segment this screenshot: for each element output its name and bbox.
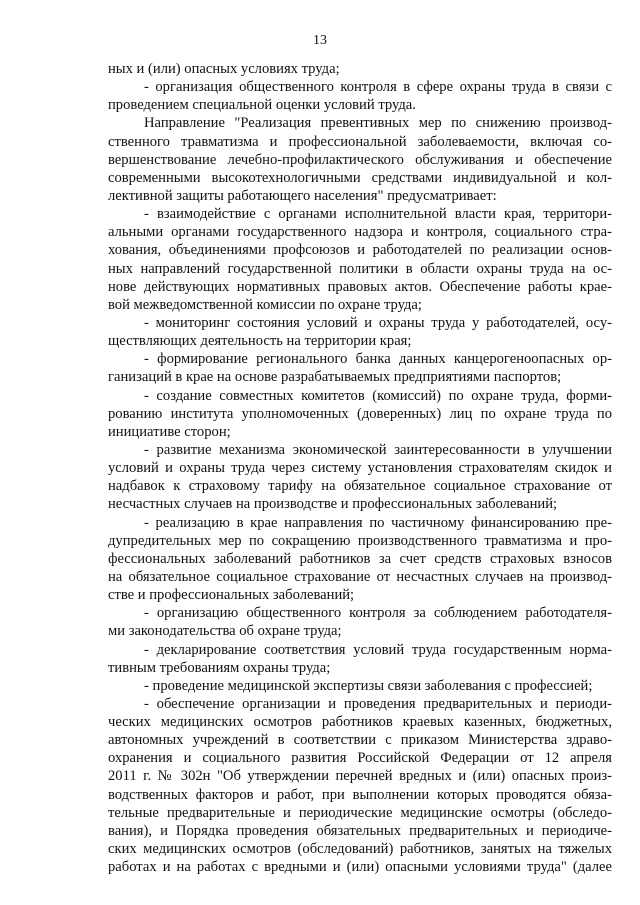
text-line: 2011 г. № 302н "Об утверждении перечней вредных и (или) опасных произ- <box>108 768 612 785</box>
text-line: - создание совместных комитетов (комиссий) по охране труда, форми- <box>144 387 612 404</box>
text-line: - организацию общественного контроля за соблюдением работодателя- <box>144 605 612 622</box>
text-line: хования, объединениями профсоюзов и работодателей по реализации основ- <box>108 242 612 259</box>
text-line: - мониторинг состояния условий и охраны труда у работодателей, осу- <box>144 314 612 331</box>
text-line: - развитие механизма экономической заинтересованности в улучшении <box>144 441 612 458</box>
text-line: тельные предварительные и периодические медицинские осмотры (обследо- <box>108 804 612 821</box>
text-line: работах и на работах с вредными и (или) опасными условиями труда" (далее <box>108 859 612 876</box>
text-line: ганизаций в крае на основе разрабатываемых предприятиями паспортов; <box>108 369 562 386</box>
text-line: тивным требованиям охраны труда; <box>108 659 331 676</box>
document-body <box>108 60 612 876</box>
text-line: - проведение медицинской экспертизы связи заболевания с профессией; <box>144 677 593 694</box>
text-line: - организация общественного контроля в сфере охраны труда в связи с <box>144 79 612 96</box>
text-line: надбавок к страховому тарифу на обязательное социальное страхование от <box>108 478 612 495</box>
text-line: водственных факторов и работ, при выполнении которых проводятся обяза- <box>108 786 612 803</box>
text-line: несчастных случаев на производстве и профессиональных заболеваний; <box>108 496 558 513</box>
text-line: вания), и Порядка проведения обязательных предварительных и периодиче- <box>108 822 612 839</box>
text-line: лективной защиты работающего населения" предусматривает: <box>108 187 497 204</box>
text-line: современными высокотехнологичными средствами индивидуальной и кол- <box>108 169 612 186</box>
text-line: ществляющих деятельность на территории края; <box>108 333 412 350</box>
text-line: нове действующих нормативных правовых актов. Обеспечение работы крае- <box>108 278 612 295</box>
text-line: - реализацию в крае направления по частичному финансированию пре- <box>144 514 612 531</box>
text-line: на обязательное социальное страхование от несчастных случаев на производ- <box>108 568 612 585</box>
text-line: ных направлений государственной политики в области охраны труда на ос- <box>108 260 612 277</box>
text-line: проведением специальной оценки условий труда. <box>108 97 416 114</box>
text-line: дупредительных мер по сокращению производственного травматизма и про- <box>108 532 612 549</box>
text-line: ческих медицинских осмотров работников краевых казенных, бюджетных, <box>108 714 612 731</box>
text-line: рованию института уполномоченных (доверенных) лиц по охране труда по <box>108 405 612 422</box>
text-line: ских медицинских осмотров (обследований) работников, занятых на тяжелых <box>108 841 612 858</box>
text-line: Направление "Реализация превентивных мер по снижению производ- <box>144 115 612 132</box>
text-line: альными органами государственного надзора и контроля, социального стра- <box>108 224 612 241</box>
page-number: 13 <box>313 33 327 48</box>
text-line: вершенствование лечебно-профилактического обслуживания и обеспечение <box>108 151 612 168</box>
text-line: инициативе сторон; <box>108 423 231 440</box>
text-line: - декларирование соответствия условий труда государственным норма- <box>144 641 612 658</box>
text-line: - взаимодействие с органами исполнительной власти края, территори- <box>144 206 612 223</box>
text-line: охранения и социального развития Российской Федерации от 12 апреля <box>108 750 612 767</box>
text-line: автономных учреждений в соответствии с приказом Министерства здраво- <box>108 732 612 749</box>
text-line: стве и профессиональных заболеваний; <box>108 587 355 604</box>
text-line: - формирование регионального банка данных канцерогеноопасных ор- <box>144 351 612 368</box>
text-line: условий и охраны труда через систему установления страхователям скидок и <box>108 460 612 477</box>
text-line: вой межведомственной комиссии по охране труда; <box>108 296 422 313</box>
text-line: ственного травматизма и профессиональной заболеваемости, включая со- <box>108 133 612 150</box>
text-line: - обеспечение организации и проведения предварительных и периоди- <box>144 695 612 712</box>
text-line: ных и (или) опасных условиях труда; <box>108 61 340 77</box>
text-line: ми законодательства об охране труда; <box>108 623 342 640</box>
text-line: фессиональных заболеваний работников за счет средств страховых взносов <box>108 550 612 567</box>
